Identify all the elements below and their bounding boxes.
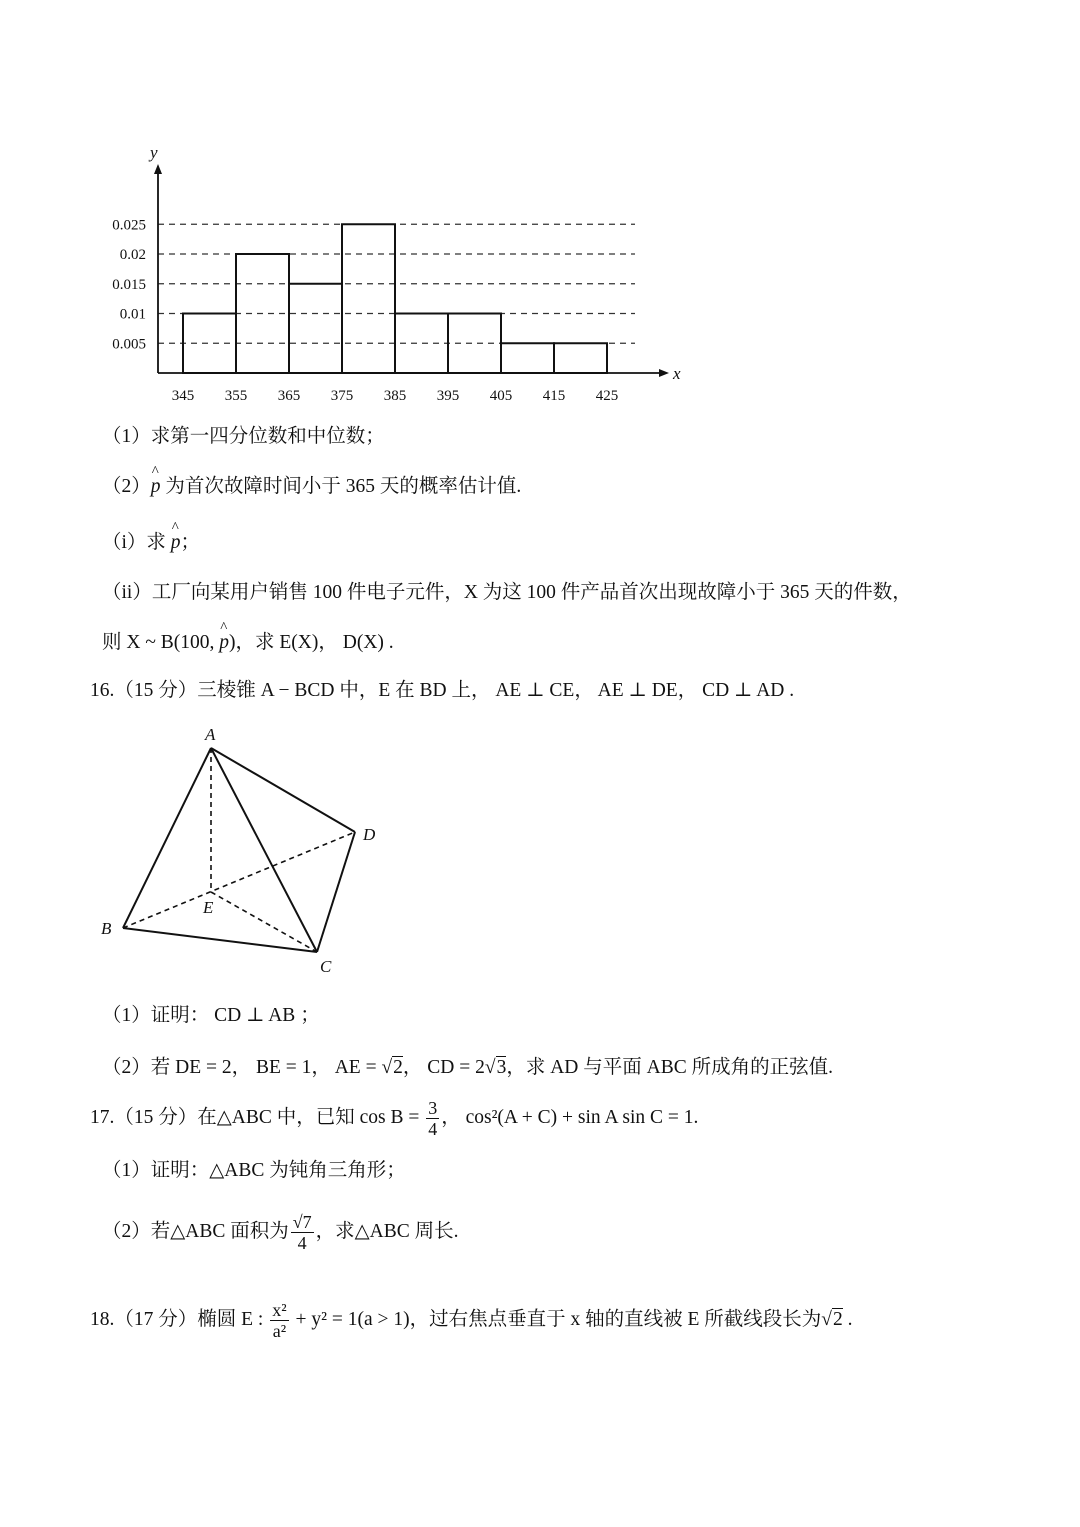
- y-tick-label: 0.01: [119, 306, 146, 323]
- label-C: C: [320, 957, 332, 976]
- q17-title: 17.（15 分）在△ABC 中，已知 cos B = $\frac{3}{4}$ ， cos²(A + C) + sin A sin C = 1.: [90, 1098, 699, 1139]
- q15-part2-ii-cont: 则 X ~ B(100, ^ p)，求 E(X)， D(X) .: [102, 630, 394, 656]
- x-tick-label: 375: [330, 388, 354, 404]
- histogram-chart: [90, 130, 700, 410]
- label-D: D: [363, 825, 376, 844]
- q15-part2: （2）^ p 为首次故障时间小于 365 天的概率估计值.: [102, 474, 521, 500]
- x-tick-label: 425: [595, 388, 619, 404]
- q15-part2-i: （i）求 ^ p；: [102, 530, 200, 556]
- edge-BC: [123, 928, 317, 952]
- label-B: B: [101, 919, 112, 938]
- histogram-bar: [289, 284, 342, 373]
- histogram-bar: [342, 224, 395, 373]
- x-axis-arrow: [659, 369, 669, 377]
- label-A: A: [205, 725, 216, 744]
- edge-AB: [123, 748, 211, 928]
- y-tick-label: 0.02: [119, 247, 146, 263]
- q15-part2-ii: （ii）工厂向某用户销售 100 件电子元件，X 为这 100 件产品首次出现故障小于 365 天的件数，: [102, 582, 912, 603]
- y-tick-label: 0.015: [112, 276, 146, 293]
- y-axis-arrow: [154, 164, 162, 174]
- x-tick-label: 405: [489, 388, 513, 404]
- q16-part1: （1）证明： CD ⊥ AB ；: [102, 1005, 320, 1026]
- q17-part2: （2）若△ABC 面积为 $\frac{√7}{4}$ ，求△ABC 周长.: [102, 1212, 459, 1253]
- q18-title: 18.（17 分）椭圆 E : $\frac{\text{x²}}{\text{a²}}$ + y² = 1(a > 1)，过右焦点垂直于 x 轴的直线被 E 所截线段长为√2 .: [90, 1300, 853, 1341]
- x-tick-label: 355: [224, 388, 248, 404]
- tetrahedron-diagram: [95, 720, 395, 985]
- q15-part1: （1）求第一四分位数和中位数；: [102, 426, 385, 447]
- edge-CD: [317, 832, 355, 952]
- q17-part1: （1）证明：△ABC 为钝角三角形；: [102, 1160, 406, 1181]
- x-tick-label: 385: [383, 388, 407, 404]
- x-tick-label: 345: [171, 388, 195, 404]
- y-axis-label: y: [150, 143, 158, 162]
- q16-title: 16.（15 分）三棱锥 A − BCD 中，E 在 BD 上， AE ⊥ CE， AE ⊥ DE， CD ⊥ AD .: [90, 680, 795, 701]
- x-tick-label: 415: [542, 388, 566, 404]
- y-tick-label: 0.025: [112, 217, 146, 234]
- x-axis-label: x: [673, 364, 681, 383]
- histogram-bar: [554, 343, 607, 373]
- x-tick-label: 395: [436, 388, 460, 404]
- histogram-bar: [501, 343, 554, 373]
- label-E: E: [203, 898, 214, 917]
- edge-BD: [123, 832, 355, 928]
- x-tick-label: 365: [277, 388, 301, 404]
- y-tick-label: 0.005: [112, 336, 146, 353]
- q16-part2: （2）若 DE = 2， BE = 1， AE = √2， CD = 2√3，求 AD 与平面 ABC 所成角的正弦值.: [102, 1057, 833, 1078]
